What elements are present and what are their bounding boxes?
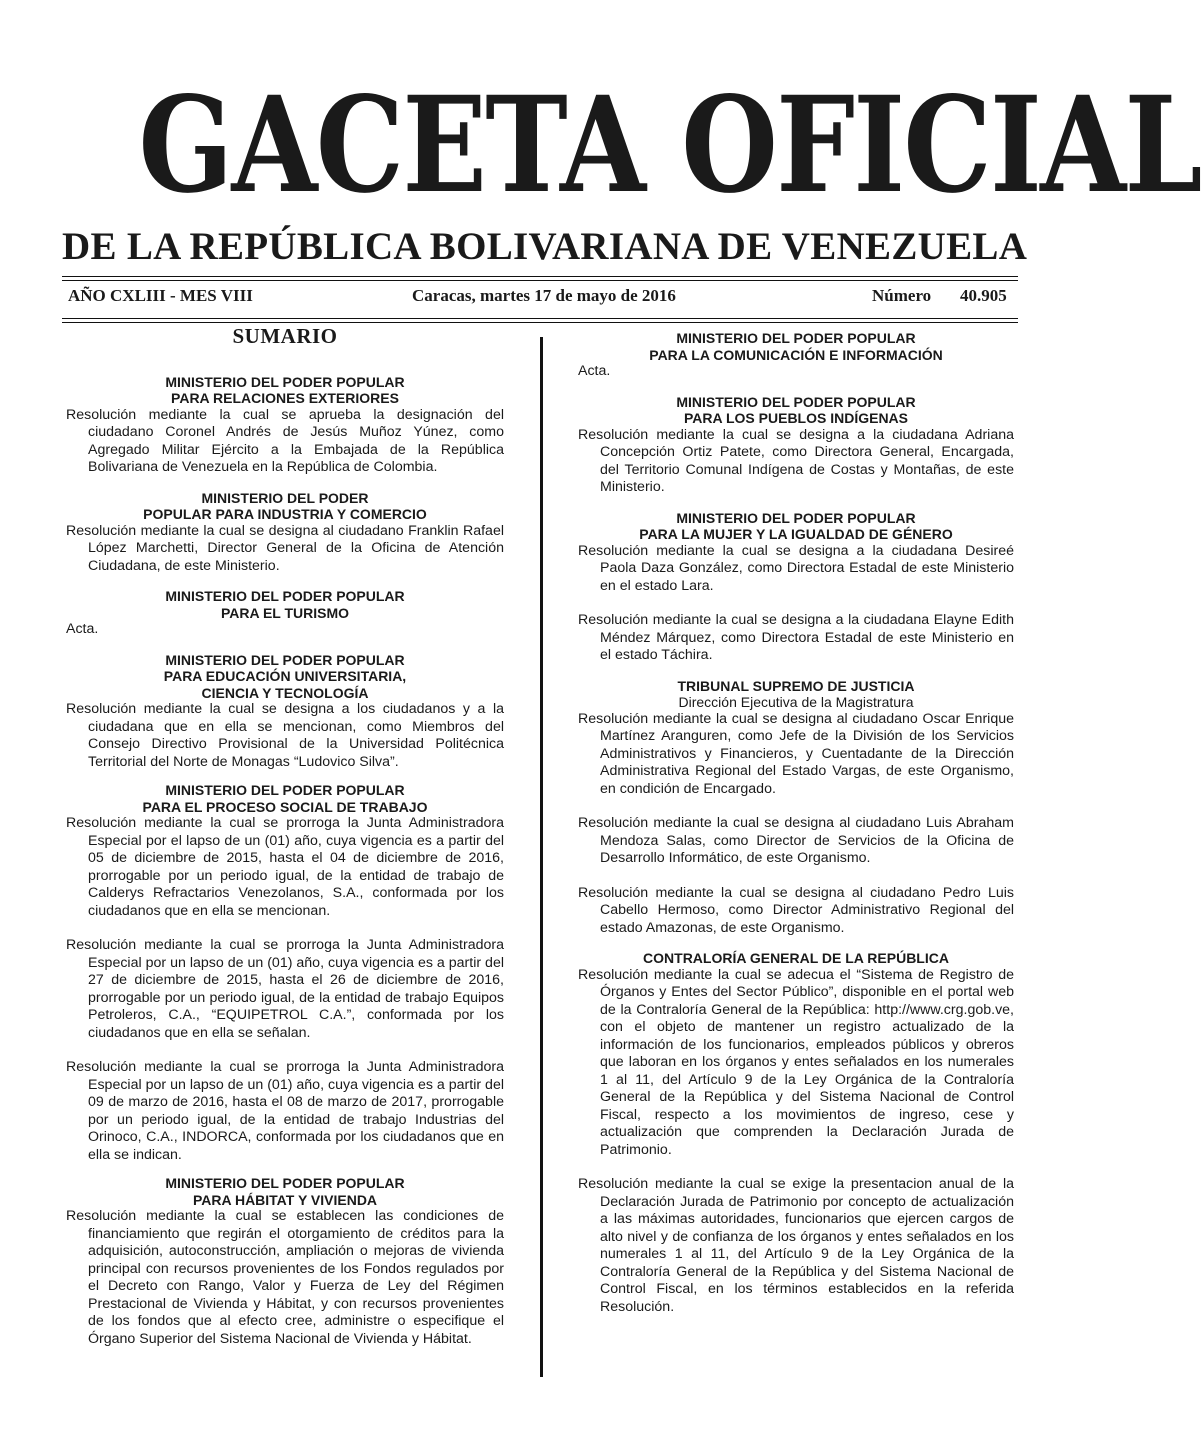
sumario-section bbox=[578, 330, 1014, 381]
sumario-entry: Resolución mediante la cual se designa a los ciudadanos y a la ciudadana que en ella se mencionan, como Miembros del Consejo Directivo Provisional de la Universidad Politécnica Territorial del Norte de Monagas “Ludovico Silva”. bbox=[66, 701, 504, 770]
issue-number-label: Número bbox=[872, 286, 932, 305]
header-rule-top bbox=[62, 276, 1018, 277]
sumario-entry: Resolución mediante la cual se designa al ciudadano Franklin Rafael López Marchetti, Director General de la Oficina de Atención Ciudadana, de este Ministerio. bbox=[66, 522, 504, 574]
section-heading: POPULAR PARA INDUSTRIA Y COMERCIO bbox=[143, 506, 427, 522]
sumario-entry: Resolución mediante la cual se designa a la ciudadana Elayne Edith Méndez Márquez, como Directora Estadal de este Ministerio en el estado Táchira. bbox=[578, 612, 1014, 663]
sumario-section bbox=[66, 374, 504, 477]
sumario-section bbox=[66, 490, 504, 576]
header-rule-bottom bbox=[62, 318, 1018, 319]
section-subheading: Dirección Ejecutiva de la Magistratura bbox=[678, 694, 914, 710]
left-sections bbox=[66, 374, 504, 1349]
sumario-entry: Acta. bbox=[578, 363, 611, 379]
sumario-section bbox=[66, 782, 504, 1164]
section-heading: MINISTERIO DEL PODER POPULAR bbox=[165, 651, 405, 668]
sumario-section bbox=[578, 394, 1014, 497]
sumario-entry: Resolución mediante la cual se establecen las condiciones de financiamiento que regirán el otorgamiento de créditos para la adquisición, autoconstrucción, ampliación o mejoras de vivienda principal con recursos provenientes de los Fondos regulados por el Decreto con Rango, Valor y Fuerza de Ley del Régimen Prestacional de Vivienda y Hábitat, y con recursos provenientes de los fondos que al efecto cree, administre o especifique el Órgano Superior del Sistema Nacional de Vivienda y Hábitat. bbox=[66, 1208, 504, 1347]
sumario-entry: Resolución mediante la cual se designa a la ciudadana Desireé Paola Daza González, como Directora Estadal de este Ministerio en el estado Lara. bbox=[578, 542, 1014, 594]
sumario-right-column bbox=[578, 330, 1014, 1327]
masthead-title: GACETA OFICIAL bbox=[138, 68, 1201, 223]
year-month: AÑO CXLIII - MES VIII bbox=[68, 286, 253, 305]
sumario-section bbox=[578, 678, 1014, 938]
sumario-section bbox=[66, 652, 504, 772]
section-heading: PARA RELACIONES EXTERIORES bbox=[171, 390, 399, 406]
section-heading: MINISTERIO DEL PODER POPULAR bbox=[676, 330, 916, 346]
section-heading: PARA HÁBITAT Y VIVIENDA bbox=[192, 1191, 378, 1208]
header-rule-bottom-double bbox=[62, 322, 1018, 323]
issue-date: Caracas, martes 17 de mayo de 2016 bbox=[412, 286, 676, 305]
sumario-entry: Resolución mediante la cual se adecua el “Sistema de Registro de Órganos y Entes del Sector Público”, disponible en el portal web de la Contraloría General de la República: http://www.crg.gob.ve, con el objeto de mantener un registro actualizado de la información de los funcionarios, empleados públicos y obreros que laboran en los órganos y entes señalados en los numerales 1 al 11, del Artículo 9 de la Ley Orgánica de la Contraloría General de la República y del Sistema Nacional de Control Fiscal, respecto a los movimientos de ingreso, cese y actualización que comprenden la Declaración Jurada de Patrimonio. bbox=[578, 966, 1014, 1158]
sumario-section bbox=[66, 588, 504, 639]
sumario-section bbox=[66, 1175, 504, 1348]
sumario-entry: Acta. bbox=[66, 621, 99, 637]
issue-number: 40.905 bbox=[960, 286, 1007, 305]
sumario-entry: Resolución mediante la cual se prorroga la Junta Administradora Especial por un lapso de un (01) año, cuya vigencia es a partir del 27 de diciembre de 2015, hasta el 26 de diciembre de 2016, prorrogable por un periodo igual, de la entidad de trabajo Equipos Petroleros, C.A., “EQUIPETROL C.A.”, conformada por los ciudadanos que en ella se señalan. bbox=[66, 937, 504, 1041]
sumario-entry: Resolución mediante la cual se designa al ciudadano Luis Abraham Mendoza Salas, como Director de Servicios de la Oficina de Desarrollo Informático, de este Organismo. bbox=[578, 815, 1014, 866]
sumario-title: SUMARIO bbox=[232, 324, 338, 348]
sumario-entry: Resolución mediante la cual se prorroga la Junta Administradora Especial por un lapso de un (01) año, cuya vigencia es a partir del 09 de marzo de 2016, hasta el 08 de marzo de 2017, prorrogable por un periodo igual, de la entidad de trabajo Industrias del Orinoco, C.A., INDORCA, conformada por los ciudadanos que en ella se indican. bbox=[66, 1059, 504, 1163]
section-heading: CIENCIA Y TECNOLOGÍA bbox=[201, 684, 369, 701]
section-heading: CONTRALORÍA GENERAL DE LA REPÚBLICA bbox=[643, 950, 949, 966]
sumario-entry: Resolución mediante la cual se aprueba la designación del ciudadano Coronel Andrés de Jesús Muñoz Yúnez, como Agregado Militar Ejército a la Embajada de la República Bolivariana de Venezuela en la República de Colombia. bbox=[66, 406, 504, 475]
right-sections bbox=[578, 330, 1014, 1316]
sumario-section bbox=[578, 950, 1014, 1316]
issue-info-line bbox=[62, 286, 1018, 310]
sumario-entry: Resolución mediante la cual se designa al ciudadano Oscar Enrique Martínez Aranguren, como Jefe de la División de los Servicios Administrativos y Financieros, y Cuentadante de la Dirección Administrativa Regional del Estado Vargas, de este Organismo, en condición de Encargado. bbox=[578, 710, 1014, 797]
sumario-entry: Resolución mediante la cual se designa al ciudadano Pedro Luis Cabello Hermoso, como Director Administrativo Regional del estado Amazonas, de este Organismo. bbox=[578, 884, 1014, 936]
sumario-entry: Resolución mediante la cual se designa a la ciudadana Adriana Concepción Ortiz Patete, como Directora General, Encargada, del Territorio Comunal Indígena de Costas y Montañas, de este Ministerio. bbox=[578, 426, 1014, 495]
section-heading: MINISTERIO DEL PODER POPULAR bbox=[676, 509, 916, 526]
masthead-subtitle: DE LA REPÚBLICA BOLIVARIANA DE VENEZUELA bbox=[62, 225, 1028, 268]
header-rule-top-double bbox=[62, 280, 1018, 281]
section-heading: PARA LA MUJER Y LA IGUALDAD DE GÉNERO bbox=[639, 526, 953, 542]
sumario-section bbox=[578, 510, 1014, 665]
section-heading: MINISTERIO DEL PODER POPULAR bbox=[165, 588, 405, 604]
column-divider bbox=[540, 337, 543, 1377]
section-heading: MINISTERIO DEL PODER POPULAR bbox=[165, 1175, 405, 1191]
sumario-left-column bbox=[66, 324, 504, 1359]
section-heading: PARA EL TURISMO bbox=[220, 604, 350, 621]
section-heading: MINISTERIO DEL PODER bbox=[201, 489, 369, 506]
section-heading: MINISTERIO DEL PODER POPULAR bbox=[165, 373, 405, 390]
section-heading: MINISTERIO DEL PODER POPULAR bbox=[676, 393, 916, 410]
section-heading: TRIBUNAL SUPREMO DE JUSTICIA bbox=[677, 677, 915, 694]
section-heading: PARA LA COMUNICACIÓN E INFORMACIÓN bbox=[649, 346, 943, 363]
sumario-entry: Resolución mediante la cual se prorroga la Junta Administradora Especial por el lapso de un (01) año, cuya vigencia es a partir del 05 de diciembre de 2015, hasta el 04 de diciembre de 2016, prorrogable por un periodo igual, de la entidad de trabajo de Calderys Refractarios Venezolanos, S.A., conformada por los ciudadanos que en ella se mencionan. bbox=[66, 815, 504, 919]
section-heading: PARA EL PROCESO SOCIAL DE TRABAJO bbox=[142, 798, 428, 815]
section-heading: MINISTERIO DEL PODER POPULAR bbox=[165, 782, 405, 798]
sumario-entry: Resolución mediante la cual se exige la presentacion anual de la Declaración Jurada de Patrimonio por concepto de actualización a las máximas autoridades, funcionarios que ejercen cargos de alto nivel y de confianza de los órganos y entes señalados en los numerales 1 al 11, del Artículo 9 de la Ley Orgánica de la Contraloría General de la República y del Sistema Nacional de Control Fiscal, en los términos establecidos en la referida Resolución. bbox=[578, 1176, 1014, 1315]
section-heading: PARA LOS PUEBLOS INDÍGENAS bbox=[683, 410, 909, 426]
section-heading: PARA EDUCACIÓN UNIVERSITARIA, bbox=[163, 668, 407, 684]
